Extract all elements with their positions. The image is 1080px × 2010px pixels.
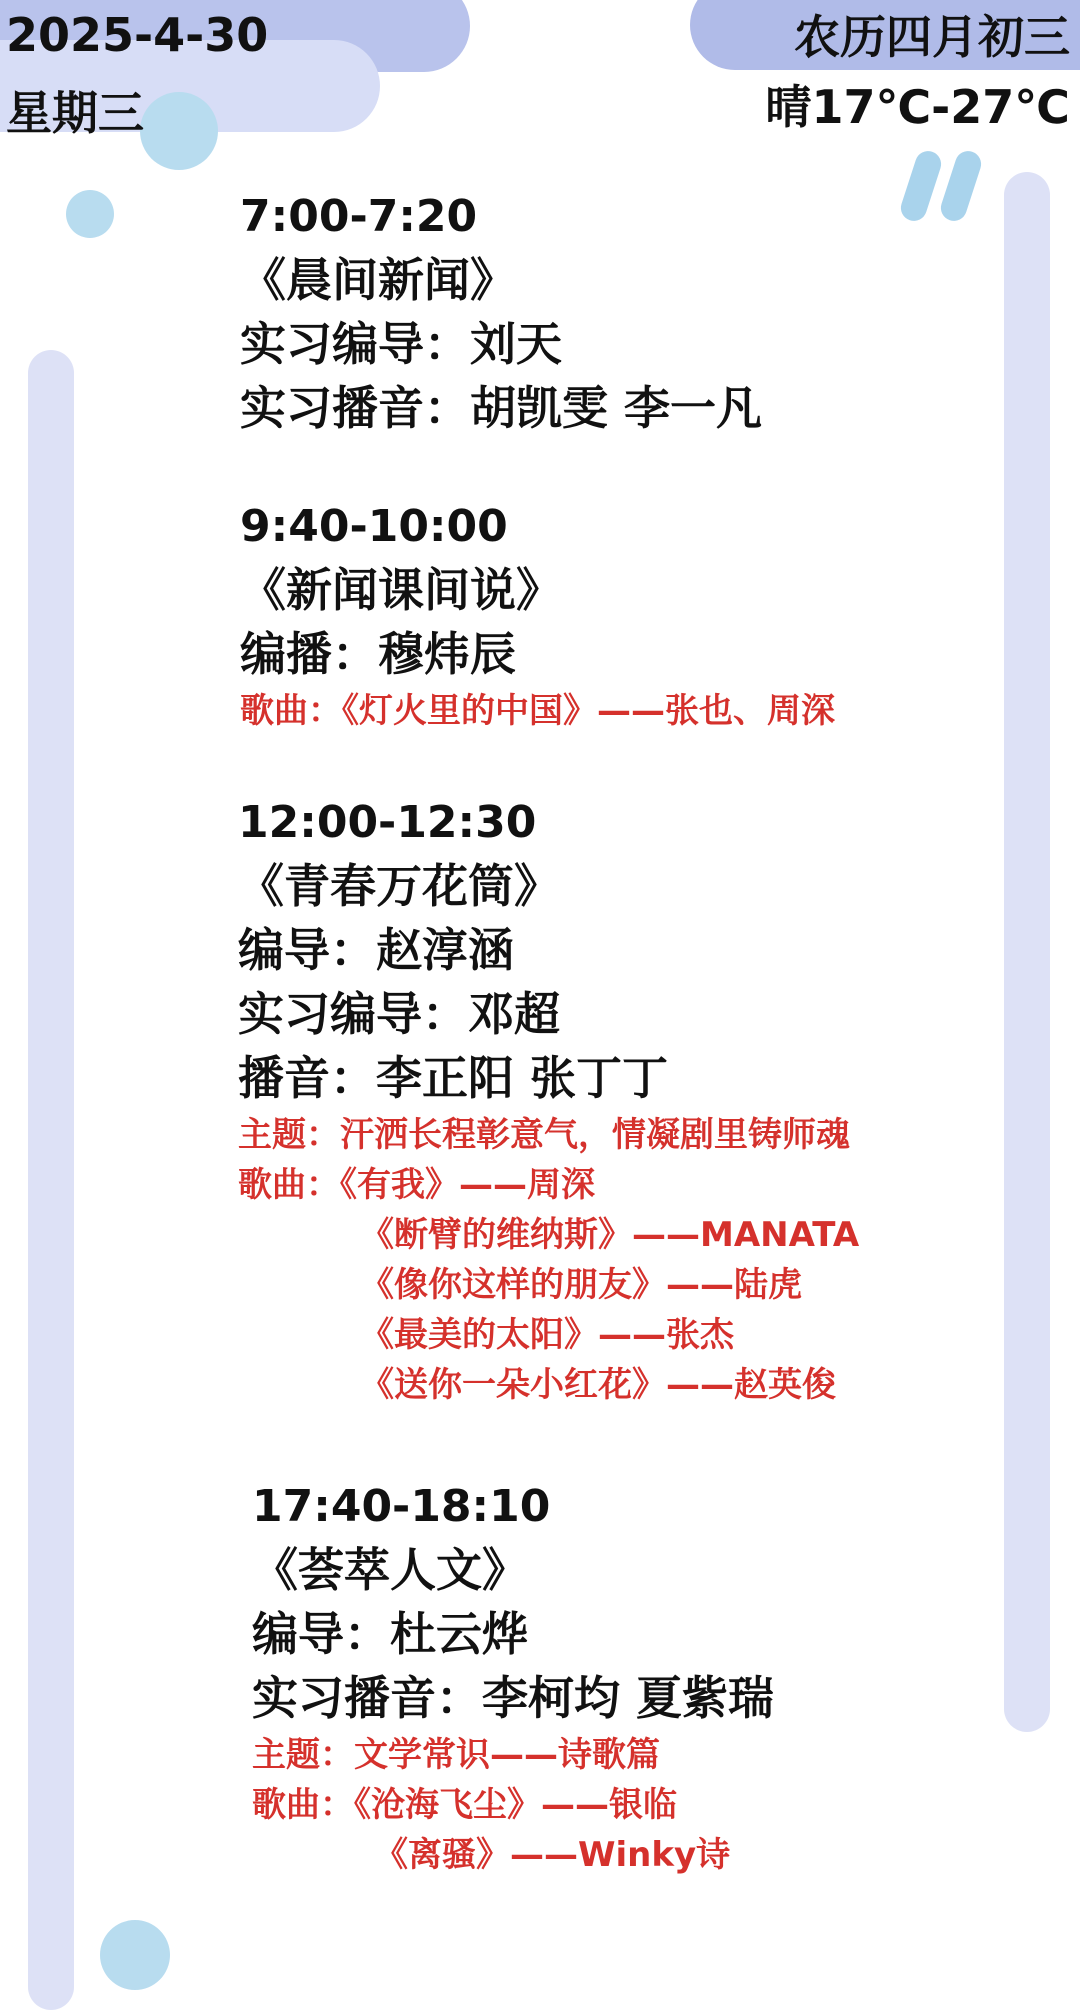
program-time: 17:40-18:10	[252, 1481, 551, 1532]
program-block	[238, 792, 859, 1410]
decor-circle-bottom	[100, 1920, 170, 1990]
date-label: 2025-4-30	[6, 8, 269, 62]
weekday-label: 星期三	[6, 86, 144, 140]
program-time: 12:00-12:30	[238, 797, 537, 848]
program-note: 歌曲：《沧海飞尘》——银临	[252, 1785, 677, 1825]
program-note: 《像你这样的朋友》——陆虎	[360, 1265, 802, 1305]
program-note: 歌曲：《灯火里的中国》——张也、周深	[240, 691, 835, 731]
program-note: 《离骚》——Winky诗	[374, 1835, 731, 1875]
program-time: 7:00-7:20	[240, 191, 478, 242]
program-block	[240, 186, 762, 440]
program-time: 9:40-10:00	[240, 501, 508, 552]
program-note: 主题：汗洒长程彰意气，情凝剧里铸师魂	[238, 1115, 850, 1155]
program-credit: 编导：赵淳涵	[238, 923, 514, 977]
decor-circle-small	[66, 190, 114, 238]
program-block	[252, 1476, 774, 1880]
program-credit: 播音：李正阳 张丁丁	[238, 1051, 669, 1105]
left-decor-rail	[28, 350, 74, 2010]
program-credit: 实习编导：邓超	[238, 987, 560, 1041]
right-decor-rail	[1004, 172, 1050, 1732]
program-credit: 编导：杜云烨	[252, 1607, 528, 1661]
program-block	[240, 496, 835, 736]
quote-mark-icon	[938, 148, 985, 225]
program-credit: 实习编导：刘天	[240, 317, 562, 371]
program-note: 主题：文学常识——诗歌篇	[252, 1735, 660, 1775]
program-note: 《最美的太阳》——张杰	[360, 1315, 734, 1355]
weather-label: 晴17℃-27℃	[765, 80, 1070, 134]
program-note: 《送你一朵小红花》——赵英俊	[360, 1365, 836, 1405]
program-note: 歌曲：《有我》——周深	[238, 1165, 595, 1205]
lunar-date-label: 农历四月初三	[794, 10, 1070, 64]
program-credit: 编播：穆炜辰	[240, 627, 516, 681]
program-credit: 实习播音：胡凯雯 李一凡	[240, 381, 763, 435]
quote-mark-icon	[898, 148, 945, 225]
program-title: 《荟萃人文》	[252, 1543, 528, 1597]
decor-circle	[140, 92, 218, 170]
program-title: 《新闻课间说》	[240, 563, 562, 617]
program-title: 《青春万花筒》	[238, 859, 560, 913]
program-note: 《断臂的维纳斯》——MANATA	[360, 1215, 860, 1255]
program-title: 《晨间新闻》	[240, 253, 516, 307]
program-credit: 实习播音：李柯均 夏紫瑞	[252, 1671, 775, 1725]
